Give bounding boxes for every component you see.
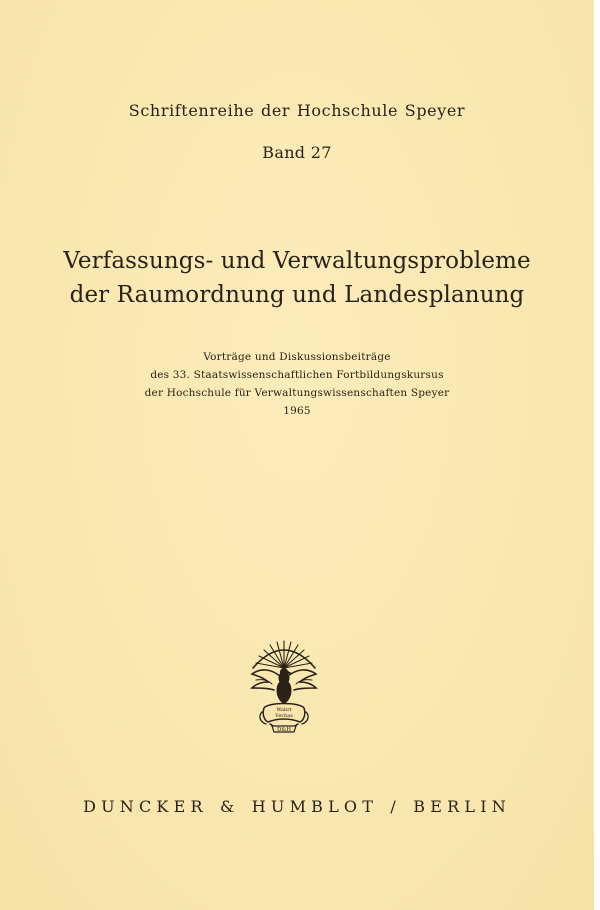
subtitle-line-1: Vorträge und Diskussionsbeiträge — [203, 351, 391, 363]
emblem-text-3: D&H — [276, 727, 292, 733]
emblem-text-1: Wahrt — [276, 707, 292, 713]
subtitle-year: 1965 — [283, 405, 311, 417]
book-title-line-1: Verfassungs- und Verwaltungsprobleme — [63, 248, 531, 274]
page-edge — [594, 0, 600, 910]
book-title — [0, 244, 594, 312]
subtitle-line-3: der Hochschule für Verwaltungswissenschaften Speyer — [144, 387, 450, 399]
book-title-line-2: der Raumordnung und Landesplanung — [69, 282, 525, 308]
volume-number: Band 27 — [262, 143, 332, 162]
publisher-name: DUNCKER & HUMBLOT / BERLIN — [83, 797, 511, 816]
book-subtitle — [0, 348, 594, 420]
publisher-emblem-icon — [246, 638, 322, 734]
emblem-text-2: Veritas — [275, 713, 293, 719]
subtitle-line-2: des 33. Staatswissenschaftlichen Fortbildungskursus — [150, 369, 444, 381]
series-title: Schriftenreihe der Hochschule Speyer — [128, 101, 466, 120]
